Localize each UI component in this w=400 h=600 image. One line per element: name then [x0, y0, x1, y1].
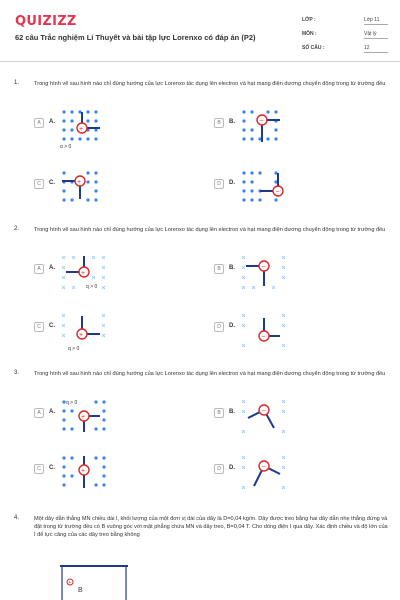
lorentz-figure	[56, 396, 114, 438]
question-number: 3.	[14, 370, 20, 376]
q2-option-c[interactable]	[34, 310, 194, 350]
q-label: q > 0	[86, 284, 98, 290]
subject-value: Vật lý	[364, 31, 388, 39]
lorentz-figure	[236, 252, 294, 294]
option-letter: C.	[49, 323, 55, 329]
q1-option-c[interactable]	[34, 167, 194, 207]
q2-option-d[interactable]	[214, 310, 374, 350]
lorentz-figure	[236, 396, 294, 438]
question-text: Trong hình vẽ sau hình nào chỉ đúng hướng của lực Lorenxo tác dụng lên electron và hạt mang điện dương chuyển động trong từ trường đều	[34, 371, 386, 377]
svg-text:+: +	[81, 414, 86, 421]
option-box[interactable]: D	[214, 179, 224, 189]
svg-text:+: +	[68, 580, 72, 586]
figure-svg	[56, 396, 114, 438]
option-letter: B.	[229, 265, 235, 271]
option-box[interactable]: D	[214, 322, 224, 332]
q1-option-a[interactable]	[34, 106, 194, 146]
lorentz-figure	[236, 452, 294, 494]
lorentz-figure	[56, 252, 114, 294]
question-number: 1.	[14, 80, 20, 86]
b-label: B	[78, 587, 83, 594]
svg-text:−: −	[275, 188, 280, 196]
lorentz-figure	[56, 167, 114, 209]
option-letter: D.	[229, 465, 235, 471]
option-box[interactable]: C	[34, 322, 44, 332]
svg-text:+: +	[79, 126, 84, 133]
option-box[interactable]: A	[34, 264, 44, 274]
option-letter: A.	[49, 119, 55, 125]
wire-svg	[58, 562, 138, 600]
option-letter: B.	[229, 119, 235, 125]
option-box[interactable]: C	[34, 179, 44, 189]
option-letter: D.	[229, 180, 235, 186]
figure-svg	[56, 252, 114, 294]
question-text: Trong hình vẽ sau hình nào chỉ đúng hướng của lực Lorenxo tác dụng lên electron và hạt mang điện dương chuyển động trong từ trường đều	[34, 227, 386, 233]
field-dots	[242, 171, 277, 201]
q-label: q > 0	[68, 346, 80, 352]
figure-svg	[236, 106, 294, 148]
q3-option-d[interactable]	[214, 452, 374, 492]
option-letter: C.	[49, 465, 55, 471]
option-box[interactable]: B	[214, 118, 224, 128]
question-text: Trong hình vẽ sau hình nào chỉ đúng hướng của lực Lorenxo tác dụng lên electron và hạt mang điện dương chuyển động trong từ trường đều	[34, 81, 386, 87]
q1-option-d[interactable]	[214, 167, 374, 207]
svg-text:+: +	[79, 332, 84, 339]
lorentz-figure	[236, 167, 294, 209]
count-label: SỐ CÂU :	[302, 45, 325, 51]
class-value: Lớp 11	[364, 17, 388, 25]
count-value: 12	[364, 45, 388, 53]
q3-option-c[interactable]	[34, 452, 194, 492]
page-header	[0, 0, 400, 62]
option-box[interactable]: A	[34, 408, 44, 418]
figure-svg	[236, 252, 294, 294]
q-label: q > 0	[66, 400, 78, 406]
lorentz-figure	[236, 106, 294, 148]
svg-text:+: +	[81, 270, 86, 277]
question-number: 2.	[14, 226, 20, 232]
option-box[interactable]: B	[214, 264, 224, 274]
option-letter: B.	[229, 409, 235, 415]
q-label: q > 0	[60, 144, 72, 148]
question-number: 4.	[14, 515, 20, 521]
svg-text:+: +	[77, 179, 82, 186]
q1-option-b[interactable]	[214, 106, 374, 146]
q2-option-b[interactable]	[214, 252, 374, 292]
q3-option-a[interactable]	[34, 396, 194, 436]
lorentz-figure	[236, 310, 294, 352]
q3-option-b[interactable]	[214, 396, 374, 436]
option-box[interactable]: B	[214, 408, 224, 418]
lorentz-figure	[56, 106, 114, 148]
figure-svg	[56, 167, 114, 209]
lorentz-figure	[56, 310, 114, 352]
subject-label: MÔN :	[302, 31, 317, 37]
figure-svg	[236, 396, 294, 438]
option-box[interactable]: A	[34, 118, 44, 128]
figure-svg	[56, 452, 114, 494]
figure-svg	[56, 310, 114, 352]
option-letter: C.	[49, 180, 55, 186]
quizizz-logo: QUIZIZZ	[15, 14, 77, 29]
svg-text:−: −	[261, 407, 266, 415]
figure-svg	[56, 106, 114, 148]
option-box[interactable]: C	[34, 464, 44, 474]
figure-svg	[236, 452, 294, 494]
q2-option-a[interactable]	[34, 252, 194, 292]
document-title: 62 câu Trắc nghiệm Lí Thuyết và bài tập lực Lorenxo có đáp án (P2)	[15, 33, 256, 42]
figure-svg	[236, 167, 294, 209]
option-letter: A.	[49, 409, 55, 415]
svg-text:−: −	[261, 263, 266, 271]
hanging-wire-figure	[58, 562, 138, 600]
svg-text:−: −	[261, 463, 266, 471]
option-letter: D.	[229, 323, 235, 329]
figure-svg	[236, 310, 294, 352]
svg-text:−: −	[259, 117, 264, 125]
question-text: Một dây dẫn thẳng MN chiều dài l, khối lượng của một đơn vị dài của dây là D=0,04 kg/m. Dây được treo bằng hai dây dẫn nhẹ thẳng đứng và đặt trong từ trường đều có B vuông góc với mặt phẳng chứa MN và dây treo, B=0,04 T. Cho dòng điện I qua dây. Xác định chiều và độ lớn của I để lực căng của các dây treo bằng không	[34, 516, 388, 538]
svg-text:−: −	[261, 333, 266, 341]
class-label: LỚP :	[302, 17, 316, 23]
svg-text:+: +	[81, 468, 86, 475]
option-box[interactable]: D	[214, 464, 224, 474]
option-letter: A.	[49, 265, 55, 271]
lorentz-figure	[56, 452, 114, 494]
